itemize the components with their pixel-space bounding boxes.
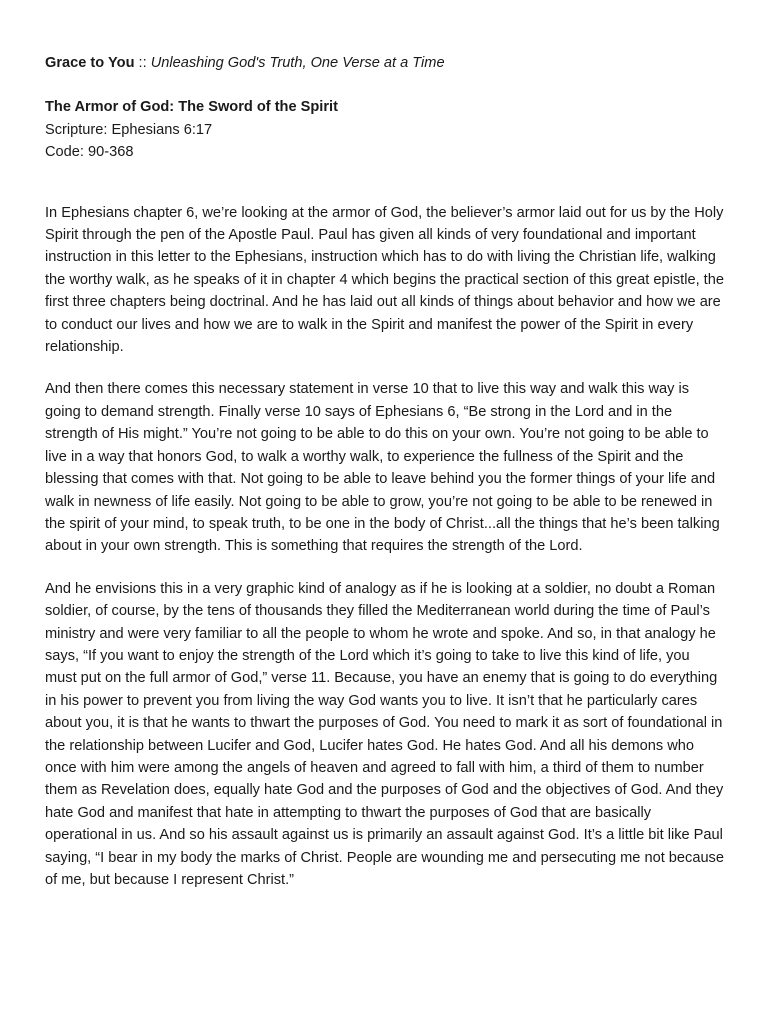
- sermon-code: Code: 90-368: [45, 144, 134, 161]
- document-header: [45, 52, 725, 74]
- scripture-reference: Scripture: Ephesians 6:17: [45, 121, 213, 138]
- document-page: [45, 52, 725, 911]
- sermon-meta: [45, 96, 725, 163]
- sermon-title: The Armor of God: The Sword of the Spirit: [45, 99, 338, 116]
- header-separator: ::: [134, 55, 151, 71]
- tagline: Unleashing God's Truth, One Verse at a Time: [150, 55, 445, 71]
- body-paragraph: In Ephesians chapter 6, we’re looking at the armor of God, the believer’s armor laid out for us by the Holy Spirit through the pen of the Apostle Paul. Paul has given all kinds of very foundational and important instruction in this letter to the Ephesians, instruction which has to do with living the Christian life, walking the worthy walk, as he speaks of it in chapter 4 which begins the practical section of this great epistle, the first three chapters being doctrinal. And he has laid out all kinds of things about behavior and how we are to conduct our lives and how we are to walk in the Spirit and manifest the power of the Spirit in every relationship.: [45, 204, 724, 356]
- body-paragraph: And then there comes this necessary statement in verse 10 that to live this way and walk this way is going to demand strength. Finally verse 10 says of Ephesians 6, “Be strong in the Lord and in the strength of His might.” You’re not going to be able to do this on your own. You’re not going to be able to live in a way that honors God, to walk a worthy walk, to experience the fullness of the Spirit and the blessing that comes with that. Not going to be able to leave behind you the former things of your life and walk in newness of life easily. Not going to be able to grow, you’re not going to be able to be renewed in the spirit of your mind, to speak truth, to be one in the body of Christ...all the things that he’s been talking about in your own strength. This is something that requires the strength of the Lord.: [45, 381, 720, 555]
- body-paragraph: And he envisions this in a very graphic kind of analogy as if he is looking at a soldier, no doubt a Roman soldier, of course, by the tens of thousands they filled the Mediterranean world during the time of Paul’s ministry and were very familiar to all the people to whom he wrote and spoke. And so, in that analogy he says, “If you want to enjoy the strength of the Lord which it’s going to take to live this kind of life, you must put on the full armor of God,” verse 11. Because, you have an enemy that is going to do everything in his power to prevent you from living the way God wants you to live. It isn’t that he particularly cares about you, it is that he wants to thwart the purposes of God. You need to mark it as sort of foundational in the relationship between Lucifer and God, Lucifer hates God. He hates God. And all his demons who once with him were among the angels of heaven and agreed to fall with him, a third of them to number them as Revelation does, equally hate God and the purposes of God and the objectives of God. And they hate God and manifest that hate in attempting to thwart the purposes of God that are basically operational in us. And so his assault against us is primarily an assault against God. It’s a little bit like Paul saying, “I bear in my body the marks of Christ. People are wounding me and persecuting me not because of me, but because I represent Christ.”: [45, 580, 724, 888]
- brand-name: Grace to You: [45, 55, 135, 71]
- sermon-body: [45, 202, 725, 892]
